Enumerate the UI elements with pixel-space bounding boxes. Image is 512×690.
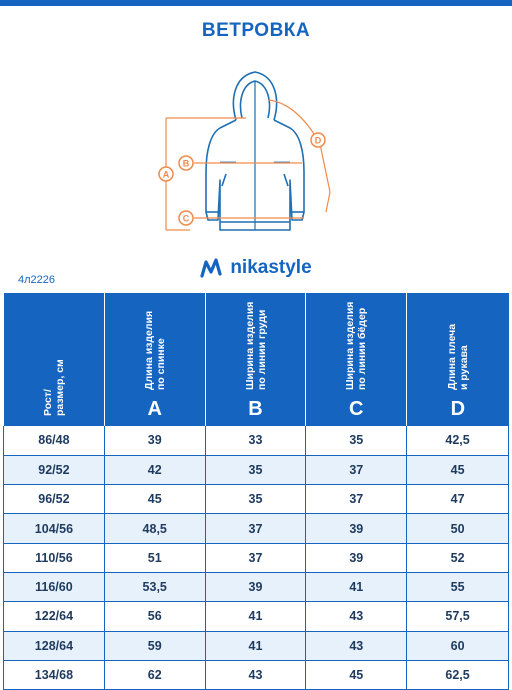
measurement-cell: 41: [306, 572, 407, 601]
size-cell: 104/56: [4, 514, 105, 543]
measurement-cell: 47: [407, 485, 509, 514]
table-row: [4, 572, 509, 601]
column-letter: A: [147, 398, 162, 420]
measurement-cell: 35: [205, 485, 306, 514]
measurement-cell: 43: [306, 602, 407, 631]
column-letter: C: [349, 398, 364, 420]
measurement-cell: 37: [306, 485, 407, 514]
table-header-row: [4, 293, 509, 426]
measurement-cell: 60: [407, 631, 509, 660]
column-header-5: [407, 293, 509, 426]
page-title: ВЕТРОВКА: [201, 20, 311, 41]
measurement-cell: 45: [407, 455, 509, 484]
column-header-line1: Рост/: [41, 389, 54, 416]
size-cell: 92/52: [4, 455, 105, 484]
table-row: [4, 660, 509, 689]
brand-name: nikastyle: [230, 257, 312, 278]
measurement-cell: 62,5: [407, 660, 509, 689]
table-row: [4, 602, 509, 631]
measurement-cell: 43: [306, 631, 407, 660]
measurement-cell: 43: [205, 660, 306, 689]
marker-b-label: B: [182, 158, 190, 169]
column-header-text: [338, 280, 374, 390]
column-header-2: [104, 293, 205, 426]
column-header-line2: по линии груди: [255, 309, 268, 390]
size-cell: 122/64: [4, 602, 105, 631]
measurement-cell: 59: [104, 631, 205, 660]
column-letter: B: [248, 398, 263, 420]
measurement-cell: 50: [407, 514, 509, 543]
table-row: [4, 426, 509, 455]
measurement-cell: 39: [104, 426, 205, 455]
column-header-text: [137, 280, 173, 390]
measurement-cell: 56: [104, 602, 205, 631]
column-header-1: [4, 293, 105, 426]
column-header-4: [306, 293, 407, 426]
column-header-line1: Длина изделия: [142, 310, 155, 390]
measurement-cell: 48,5: [104, 514, 205, 543]
table-row: [4, 631, 509, 660]
jacket-diagram: [150, 62, 350, 242]
table-row: [4, 543, 509, 572]
column-header-line1: Длина плеча: [445, 323, 458, 390]
measurement-cell: 37: [205, 514, 306, 543]
marker-c-icon: [179, 211, 193, 225]
size-table: [3, 293, 509, 690]
measurement-cell: 42,5: [407, 426, 509, 455]
table-row: [4, 514, 509, 543]
measurement-cell: 33: [205, 426, 306, 455]
size-cell: 96/52: [4, 485, 105, 514]
measurement-cell: 41: [205, 602, 306, 631]
column-header-line2: по линии бёдер: [356, 307, 369, 390]
marker-a-label: A: [162, 169, 170, 180]
marker-c-label: C: [182, 213, 190, 224]
size-cell: 134/68: [4, 660, 105, 689]
measurement-cell: 53,5: [104, 572, 205, 601]
column-header-line2: по спинке: [154, 338, 167, 390]
brand-logo: [0, 253, 512, 283]
measurement-cell: 42: [104, 455, 205, 484]
column-header-line1: Ширина изделия: [243, 301, 256, 390]
measurement-cell: 37: [205, 543, 306, 572]
measurement-cell: 39: [306, 543, 407, 572]
column-header-text: [36, 306, 72, 416]
marker-d-label: D: [314, 135, 322, 146]
column-header-text: [440, 280, 476, 390]
measurement-cell: 39: [205, 572, 306, 601]
top-accent-bar: [0, 0, 512, 6]
measurement-cell: 37: [306, 455, 407, 484]
measurement-cell: 51: [104, 543, 205, 572]
measurement-cell: 52: [407, 543, 509, 572]
measurement-cell: 45: [306, 660, 407, 689]
measurement-cell: 62: [104, 660, 205, 689]
marker-d-icon: [311, 133, 325, 147]
measurement-cell: 45: [104, 485, 205, 514]
article-number: 4л2226: [18, 274, 56, 286]
marker-b-icon: [179, 156, 193, 170]
size-cell: 128/64: [4, 631, 105, 660]
measurement-cell: 55: [407, 572, 509, 601]
size-cell: 116/60: [4, 572, 105, 601]
column-letter: D: [450, 398, 466, 420]
table-row: [4, 485, 509, 514]
table-row: [4, 455, 509, 484]
nikastyle-logo-icon: [200, 257, 222, 279]
measurement-cell: 35: [306, 426, 407, 455]
measurement-cell: 41: [205, 631, 306, 660]
column-header-line2: и рукава: [457, 345, 470, 390]
column-header-text: [238, 280, 274, 390]
measurement-cell: 39: [306, 514, 407, 543]
column-header-line2: размер, см: [53, 359, 66, 416]
size-cell: 110/56: [4, 543, 105, 572]
measurement-cell: 57,5: [407, 602, 509, 631]
column-header-line1: Ширина изделия: [344, 301, 357, 390]
marker-a-icon: [159, 167, 173, 181]
size-cell: 86/48: [4, 426, 105, 455]
measurement-cell: 35: [205, 455, 306, 484]
column-header-3: [205, 293, 306, 426]
